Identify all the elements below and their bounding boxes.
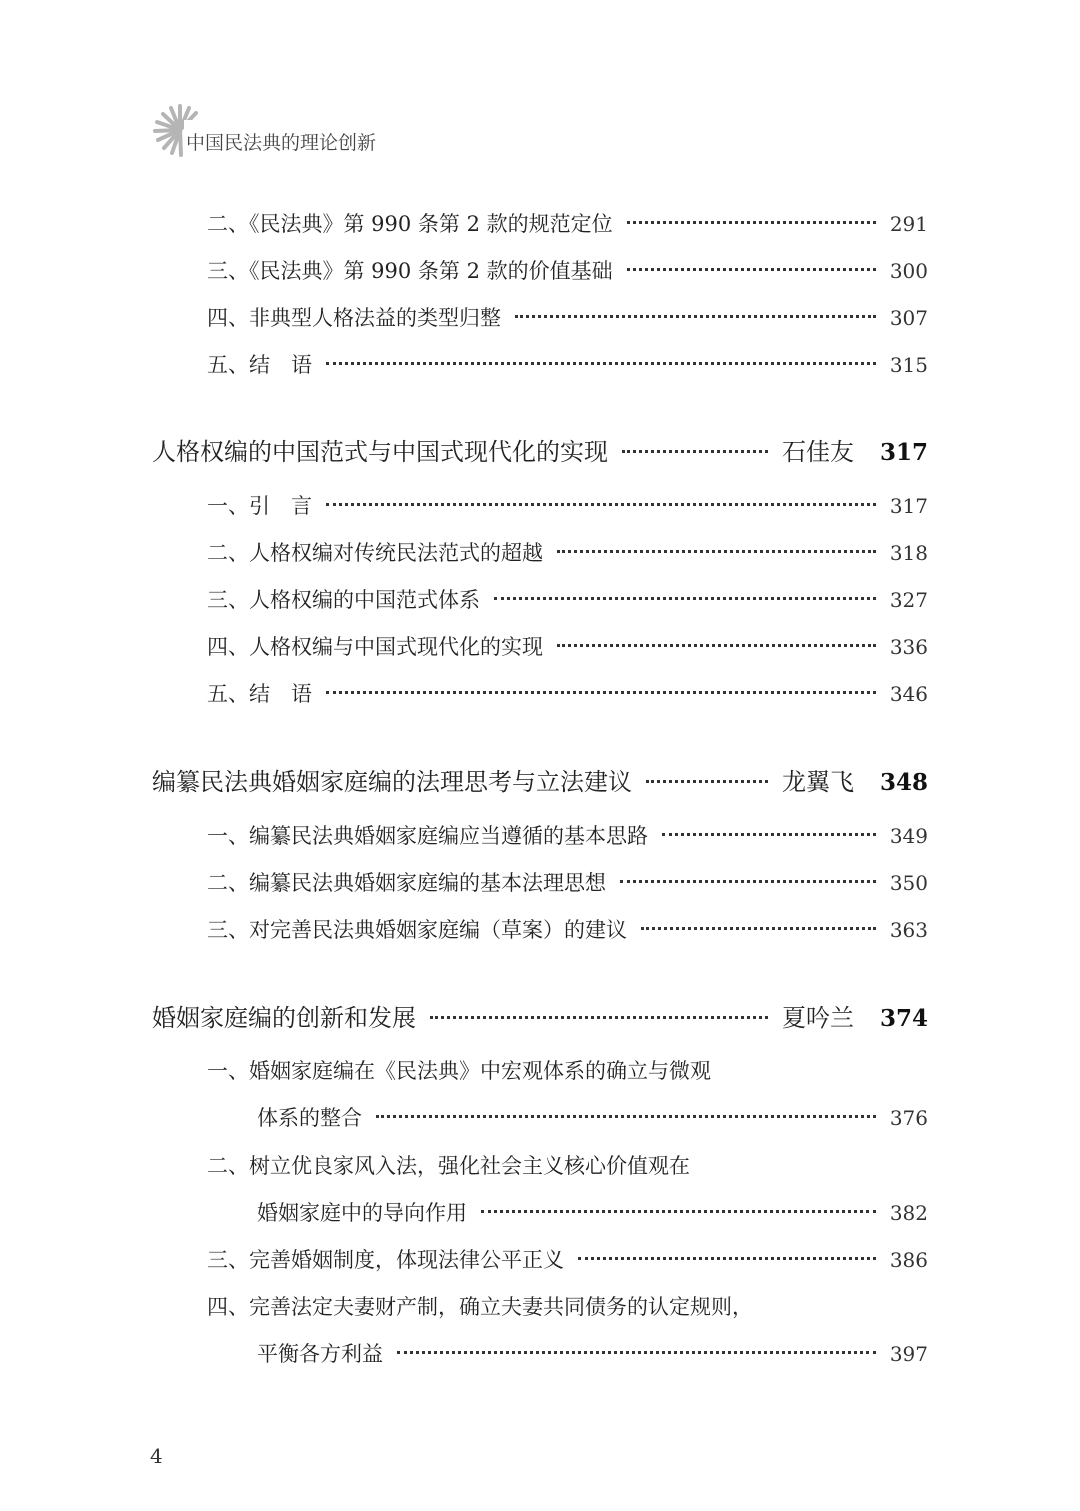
toc-entry-page: 346 (889, 682, 928, 706)
toc-article[interactable] (152, 432, 928, 467)
toc-entry-title: 三、对完善民法典婚姻家庭编（草案）的建议 (207, 918, 627, 942)
toc-article[interactable] (152, 998, 928, 1033)
toc-entry-page: 382 (889, 1201, 928, 1225)
toc-entry-page: 336 (889, 635, 928, 659)
toc-entry-page: 397 (889, 1342, 928, 1366)
toc-entry-title: 婚姻家庭中的导向作用 (257, 1201, 467, 1225)
toc-entry-title: 四、非典型人格法益的类型归整 (207, 306, 501, 330)
toc-entry-title: 三、《民法典》第 990 条第 2 款的价值基础 (207, 259, 613, 283)
toc-entry[interactable] (207, 255, 928, 285)
article-author: 石佳友 (781, 438, 854, 466)
article-title: 编纂民法典婚姻家庭编的法理思考与立法建议 (152, 768, 632, 796)
dot-leader (515, 315, 876, 318)
toc-entry-title: 三、完善婚姻制度，体现法律公平正义 (207, 1248, 564, 1272)
toc-entry-title-line[interactable]: 四、完善法定夫妻财产制，确立夫妻共同债务的认定规则， (207, 1295, 753, 1319)
toc-entry[interactable] (257, 1338, 928, 1368)
toc-entry[interactable] (207, 302, 928, 332)
toc-entry[interactable] (207, 349, 928, 379)
dot-leader (326, 691, 876, 694)
toc-entry[interactable] (207, 820, 928, 850)
toc-entry-title-line[interactable]: 一、婚姻家庭编在《民法典》中宏观体系的确立与微观 (207, 1059, 711, 1083)
toc-entry-title: 体系的整合 (257, 1106, 362, 1130)
toc-entry[interactable] (257, 1102, 928, 1132)
toc-entry-page: 386 (889, 1248, 928, 1272)
toc-entry-title: 四、人格权编与中国式现代化的实现 (207, 635, 543, 659)
dot-leader (578, 1257, 876, 1260)
dot-leader (397, 1351, 876, 1354)
toc-entry-title: 三、人格权编的中国范式体系 (207, 588, 480, 612)
toc-entry-title: 一、引 言 (207, 494, 312, 518)
article-author: 夏吟兰 (781, 1004, 854, 1032)
dot-leader (326, 362, 876, 365)
toc-entry-title: 平衡各方利益 (257, 1342, 383, 1366)
toc-entry-page: 291 (889, 212, 928, 236)
toc-entry-page: 317 (889, 494, 928, 518)
article-page: 317 (879, 439, 928, 466)
article-title: 婚姻家庭编的创新和发展 (152, 1004, 416, 1032)
toc-entry-title: 二、人格权编对传统民法范式的超越 (207, 541, 543, 565)
article-author: 龙翼飞 (781, 768, 854, 796)
toc-entry-title: 二、编纂民法典婚姻家庭编的基本法理思想 (207, 871, 606, 895)
toc-entry[interactable] (207, 631, 928, 661)
toc-entry-title: 二、《民法典》第 990 条第 2 款的规范定位 (207, 212, 613, 236)
dot-leader (326, 503, 876, 506)
toc-entry-title: 五、结 语 (207, 682, 312, 706)
article-page: 348 (879, 769, 928, 796)
page-number: 4 (150, 1444, 163, 1468)
dot-leader (646, 780, 768, 783)
toc-entry-page: 307 (889, 306, 928, 330)
dot-leader (627, 221, 876, 224)
dot-leader (430, 1016, 768, 1019)
toc-entry[interactable] (207, 490, 928, 520)
toc-entry-page: 376 (889, 1106, 928, 1130)
dot-leader (376, 1115, 876, 1118)
toc-entry[interactable] (257, 1197, 928, 1227)
toc-entry-title-line[interactable]: 二、树立优良家风入法，强化社会主义核心价值观在 (207, 1154, 690, 1178)
dot-leader (622, 450, 768, 453)
dot-leader (494, 597, 876, 600)
toc-article[interactable] (152, 762, 928, 797)
dot-leader (641, 927, 876, 930)
toc-entry-page: 349 (889, 824, 928, 848)
dot-leader (557, 550, 876, 553)
toc-entry[interactable] (207, 914, 928, 944)
toc-entry[interactable] (207, 584, 928, 614)
toc-entry-page: 315 (889, 353, 928, 377)
toc-entry[interactable] (207, 1244, 928, 1274)
toc-entry-page: 363 (889, 918, 928, 942)
article-title: 人格权编的中国范式与中国式现代化的实现 (152, 438, 608, 466)
toc-entry[interactable] (207, 867, 928, 897)
dot-leader (620, 880, 876, 883)
toc-entry[interactable] (207, 678, 928, 708)
toc-entry-page: 350 (889, 871, 928, 895)
article-page: 374 (879, 1005, 928, 1032)
toc-entry-page: 318 (889, 541, 928, 565)
toc-entry-title: 五、结 语 (207, 353, 312, 377)
book-title: 中国民法典的理论创新 (186, 132, 377, 154)
toc-entry[interactable] (207, 208, 928, 238)
toc-entry[interactable] (207, 537, 928, 567)
toc-entry-page: 327 (889, 588, 928, 612)
dot-leader (481, 1210, 876, 1213)
toc-entry-title: 一、编纂民法典婚姻家庭编应当遵循的基本思路 (207, 824, 648, 848)
dot-leader (557, 644, 876, 647)
toc-entry-page: 300 (889, 259, 928, 283)
dot-leader (627, 268, 876, 271)
dot-leader (662, 833, 876, 836)
